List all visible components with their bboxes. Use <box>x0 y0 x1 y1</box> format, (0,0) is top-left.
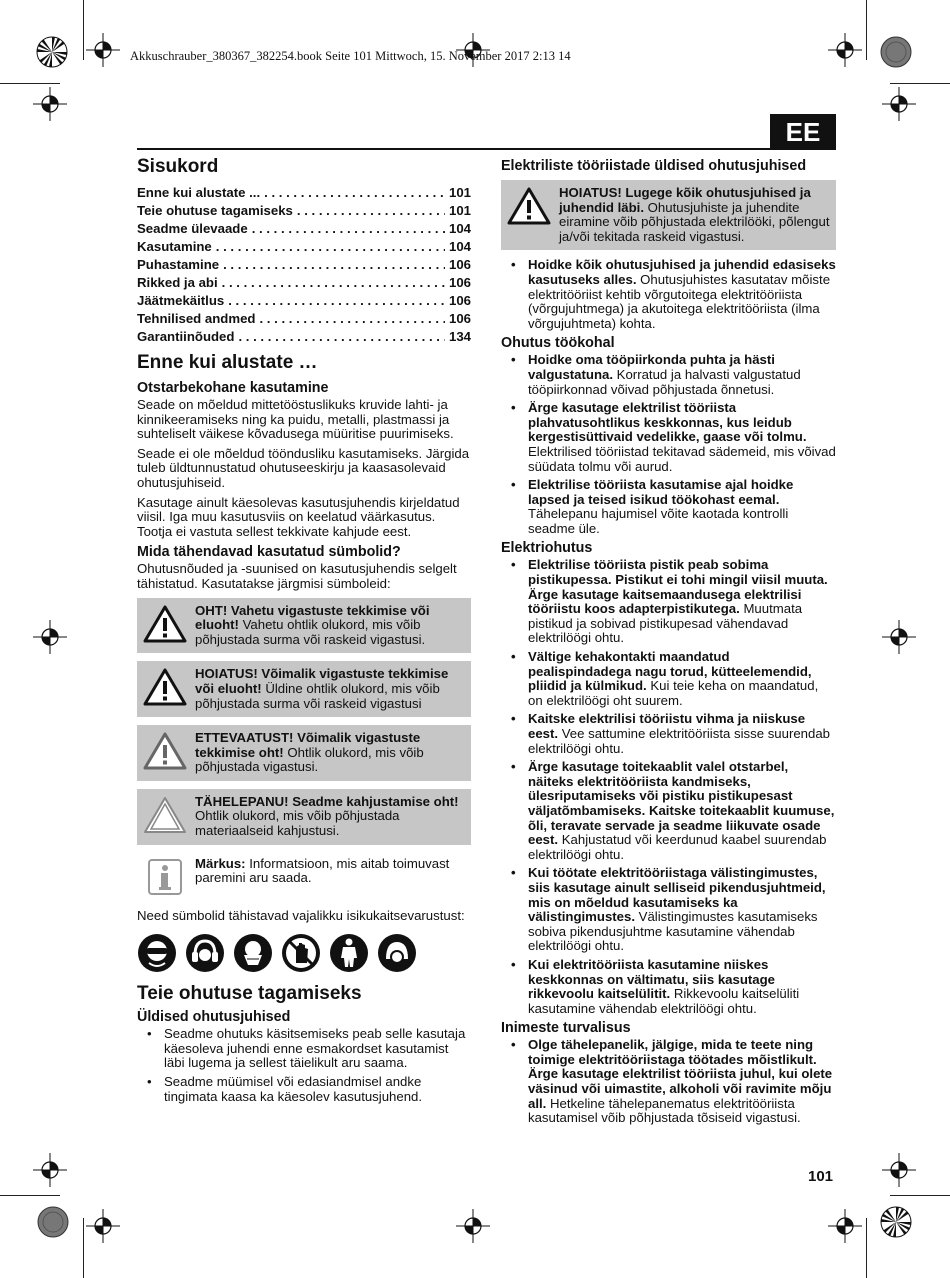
list-item <box>501 866 836 954</box>
registration-mark-icon <box>828 1209 862 1243</box>
list-item-bold: Kui elektritööriista kasutamine niiskes keskkonnas on vältimatu, siis kasutage rikkevoolu kaitselülitit. <box>528 956 776 1002</box>
list-item-bold: Elektrilise tööriista pistik peab sobima pistikupessa. Pistikut ei tohi mingil viisil muuta. Ärge kasutage kaitsemaandusega elektrilisi tööriistu koos adapterpistikutega. <box>528 557 828 617</box>
ppe-symbols <box>137 933 471 973</box>
caution-box <box>137 725 471 781</box>
list-item <box>501 353 836 397</box>
list-item-bold: Vältige kehakontakti maandatud pealispindadega nagu torud, kütteelemendid, pliidid ja külmikud. <box>528 649 812 694</box>
paragraph: Need sümbolid tähistavad vajalikku isikukaitsevarustust: <box>137 907 465 923</box>
gray-circle-icon <box>37 1206 69 1238</box>
subsection-title: Mida tähendavad kasutatud sümbolid? <box>137 544 401 561</box>
toc-entry-title: Seadme ülevaade <box>137 221 248 236</box>
no-gloves-icon <box>281 933 321 973</box>
subsection-title: Üldised ohutusjuhised <box>137 1009 291 1026</box>
warning-text <box>559 186 830 244</box>
note-label: Märkus: <box>195 855 246 871</box>
crop-mark <box>890 1195 950 1196</box>
registration-mark-icon <box>33 620 67 654</box>
warning-description: Vahetu ohtlik olukord, mis võib põhjustada surma või raskeid vigastusi. <box>195 617 426 647</box>
list-item-bold: Olge tähelepanelik, jälgige, mida te teete ning toimige elektritööriistaga töötades mõistlikult. Ärge kasutage elektrilist tööriista juhul, kui olete väsinud või uimastite, alkoholi või ravimite mõju all. <box>528 1037 833 1111</box>
list-item-text: Kahjustatud või keerdunud kaabel suurendab elektrilöögi ohtu. <box>528 832 827 862</box>
toc-entry-page: 104 <box>448 239 471 254</box>
warning-description: Ohtlik olukord, mis võib põhjustada materiaalseid kahjustusi. <box>195 808 400 839</box>
warning-triangle-icon <box>507 186 551 226</box>
toc-entry-page: 106 <box>448 257 471 272</box>
toc-entry[interactable] <box>137 310 471 328</box>
bullet-list <box>137 1027 471 1104</box>
warning-description: Üldine ohtlik olukord, mis võib põhjustada surma või raskeid vigastusi <box>195 680 440 711</box>
right-column <box>501 156 836 1130</box>
toc-entry-page: 106 <box>448 275 471 290</box>
paragraph: Ohutusnõuded ja -suunised on kasutusjuhendis selgelt tähistatud. Kasutatakse järgmisi sümboleid: <box>137 561 457 591</box>
bullet-list <box>501 353 836 536</box>
danger-box <box>137 598 471 654</box>
list-item-text: Hetkeline tähelepanematus elektritööriista kasutamisel võib põhjustada tõsiseid vigastusi. <box>528 1095 801 1126</box>
toc-entry[interactable] <box>137 274 471 292</box>
list-item-bold: Elektrilise tööriista kasutamise ajal hoidke lapsed ja teised isikud töökohast eemal. <box>528 477 794 507</box>
protective-clothing-icon <box>329 933 369 973</box>
crop-mark <box>0 83 60 84</box>
list-item-bold: Ärge kasutage toitekaablit valel otstarbel, näiteks elektritööriista kandmiseks, ülesriputamiseks või pistiku pistikupesast väljatõmbamiseks. Kaitske toitekaablit kuumuse, õli, teravate servade ja seadme liikuvate osade eest. <box>528 759 835 848</box>
crop-mark <box>866 0 867 60</box>
toc-leader <box>259 310 445 328</box>
list-item <box>501 558 836 646</box>
list-item-text: Tähelepanu hajumisel võite kaotada kontrolli seadme üle. <box>528 506 789 536</box>
toc-leader <box>297 202 445 220</box>
list-item <box>501 650 836 708</box>
list-item <box>501 258 836 331</box>
toc-entry-page: 106 <box>448 293 471 308</box>
registration-mark-icon <box>882 87 916 121</box>
crop-mark <box>866 1218 867 1278</box>
bullet-list <box>501 1038 836 1126</box>
list-item-text: Välistingimustes kasutamiseks sobiva pikendusjuhtme kasutamine vähendab elektrilöögi ohtu. <box>528 909 818 954</box>
list-item <box>501 401 836 474</box>
gray-circle-icon <box>880 36 912 68</box>
ear-protection-icon <box>185 933 225 973</box>
registration-mark-icon <box>86 1209 120 1243</box>
crop-mark <box>83 1218 84 1278</box>
note-text <box>195 857 465 886</box>
toc-entry-page: 104 <box>448 221 471 236</box>
warning-description: Ohutusjuhiste ja juhendite eiramine võib põhjustada elektrilööki, põlengut ja/või tekitada raskeid vigastusi. <box>559 199 830 244</box>
attention-box <box>137 789 471 845</box>
toc-entry-title: Garantiinõuded <box>137 329 235 344</box>
section-title: Teie ohutuse tagamiseks <box>137 983 362 1005</box>
table-of-contents <box>137 184 471 346</box>
list-item: • Seadme ohutuks käsitsemiseks peab selle kasutaja käesoleva juhendi enne esmakordset kasutamist läbi lugema ja sellest täielikult aru saama. <box>137 1027 471 1071</box>
toc-entry-title: Rikked ja abi <box>137 275 218 290</box>
warning-text <box>195 667 465 711</box>
toc-entry[interactable] <box>137 256 471 274</box>
page-number: 101 <box>808 1168 834 1185</box>
list-item-bold: Ärge kasutage elektrilist tööriista plahvatusohtlikus keskkonnas, kus leidub kergestisüttivaid vedelikke, gaase või tolmu. <box>528 400 807 445</box>
caution-triangle-icon <box>143 731 187 771</box>
toc-leader <box>252 220 445 238</box>
info-icon <box>143 857 187 897</box>
toc-entry[interactable] <box>137 202 471 220</box>
subsection-title: Ohutus töökohal <box>501 335 615 352</box>
toc-entry-title: Tehnilised andmed <box>137 311 256 326</box>
toc-entry[interactable] <box>137 220 471 238</box>
subsection-title: Otstarbekohane kasutamine <box>137 380 329 396</box>
toc-entry-page: 134 <box>448 329 471 344</box>
warning-box <box>501 180 836 250</box>
toc-leader <box>216 238 445 256</box>
note-box <box>137 853 471 901</box>
toc-leader <box>238 328 445 346</box>
toc-entry[interactable] <box>137 184 471 202</box>
toc-leader <box>228 292 445 310</box>
language-tab: EE <box>770 114 836 150</box>
toc-leader <box>264 184 445 202</box>
left-column <box>137 156 471 1108</box>
list-item <box>501 478 836 536</box>
list-item-text: Elektrilised tööriistad tekitavad sädemeid, mis võivad süüdata tolmu või aurud. <box>528 443 836 474</box>
attention-triangle-icon <box>143 795 187 835</box>
list-item-bold: Kaitske elektrilisi tööriistu vihma ja niiskuse eest. <box>528 711 806 741</box>
list-item-text: Kui teie keha on maandatud, on elektrilöögi oht suurem. <box>528 678 819 708</box>
registration-mark-icon <box>33 87 67 121</box>
toc-entry-title: Teie ohutuse tagamiseks <box>137 203 293 218</box>
list-item-bold: Hoidke kõik ohutusjuhised ja juhendid edasiseks kasutuseks alles. <box>528 257 836 287</box>
goggles-icon <box>137 933 177 973</box>
list-item: • Seadme müümisel või edasiandmisel andke tingimata kaasa ka käesolev kasutusjuhend. <box>137 1075 471 1104</box>
crop-mark <box>83 0 84 60</box>
header-rule <box>137 148 836 150</box>
list-item-bold: Hoidke oma tööpiirkonda puhta ja hästi valgustatuna. <box>528 352 775 382</box>
registration-mark-icon <box>882 620 916 654</box>
warning-label: HOIATUS! Lugege kõik ohutusjuhised ja juhendid läbi. <box>559 185 811 215</box>
registration-mark-icon <box>456 1209 490 1243</box>
list-item <box>501 958 836 1016</box>
star-target-icon <box>36 36 68 68</box>
warning-label: HOIATUS! Võimalik vigastuste tekkimise või eluoht! <box>195 666 449 696</box>
list-item-bold: Kui töötate elektritööriistaga välistingimustes, siis kasutage ainult selliseid pikendusjuhtmeid, mis on mõeldud kasutamiseks ka välistingimustes. <box>528 865 826 925</box>
registration-mark-icon <box>86 33 120 67</box>
warning-triangle-icon <box>143 667 187 707</box>
crop-mark <box>0 1195 60 1196</box>
warning-text <box>195 604 465 648</box>
paragraph: Seade on mõeldud mittetööstuslikuks kruvide lahti- ja kinnikeeramiseks ning ka puidu, metalli, plastmassi ja suhteliselt väikese kõvadusega müüritise puurimiseks. <box>137 397 454 442</box>
warning-text <box>195 731 465 775</box>
warning-description: Ohtlik olukord, mis võib põhjustada vigastusi. <box>195 744 424 775</box>
toc-entry-page: 101 <box>448 185 471 200</box>
toc-entry-title: Kasutamine <box>137 239 212 254</box>
list-item-text: Rikkevoolu kaitselüliti kasutamine vähendab elektrilöögi ohtu. <box>528 986 800 1016</box>
toc-entry[interactable] <box>137 238 471 256</box>
star-target-icon <box>880 1206 912 1238</box>
toc-title: Sisukord <box>137 156 219 177</box>
warning-label: OHT! Vahetu vigastuste tekkimise või eluoht! <box>195 602 430 633</box>
warning-label: TÄHELEPANU! Seadme kahjustamise oht! <box>195 793 459 809</box>
toc-entry-page: 106 <box>448 311 471 326</box>
note-description: Informatsioon, mis aitab toimuvast paremini aru saada. <box>195 855 450 886</box>
toc-entry-title: Jäätmekäitlus <box>137 293 225 308</box>
dust-mask-icon <box>233 933 273 973</box>
file-info-header: Akkuschrauber_380367_382254.book Seite 101 Mittwoch, 15. November 2017 2:13 14 <box>130 49 571 63</box>
hair-net-icon <box>377 933 417 973</box>
toc-entry-page: 101 <box>448 203 471 218</box>
subsection-title: Elektriohutus <box>501 540 593 557</box>
toc-entry[interactable] <box>137 328 471 346</box>
subsection-title: Inimeste turvalisus <box>501 1020 631 1037</box>
bullet-list <box>501 558 836 1016</box>
registration-mark-icon <box>828 33 862 67</box>
warning-text <box>195 795 465 839</box>
list-item-text: Muutmata pistikud ja sobivad pistikupesad vähendavad elektrilöögi ohtu. <box>528 601 803 646</box>
crop-mark <box>890 83 950 84</box>
section-title: Enne kui alustate … <box>137 352 318 373</box>
paragraph: Kasutage ainult käesolevas kasutusjuhendis kirjeldatud viisil. Iga muu kasutusviis on keelatud väärkasutus. Tootja ei vastuta sellest tekkivate kahjude eest. <box>137 494 460 539</box>
paragraph: Seade ei ole mõeldud tööndusliku kasutamiseks. Järgida tuleb üldtunnustatud ohutuseeskirju ja kaasasolevaid ohutusjuhiseid. <box>137 445 470 490</box>
warning-triangle-icon <box>143 604 187 644</box>
list-item-text: Korratud ja halvasti valgustatud tööpiirkonnad võivad põhjustada õnnetusi. <box>528 366 801 397</box>
list-item-text: Vee sattumine elektritööriista sisse suurendab elektrilöögi ohtu. <box>528 726 831 756</box>
toc-entry-title: Puhastamine <box>137 257 220 272</box>
warning-box <box>137 661 471 717</box>
toc-leader <box>222 274 445 292</box>
warning-label: ETTEVAATUST! Võimalik vigastuste tekkimise oht! <box>195 730 421 760</box>
toc-entry-title: Enne kui alustate ... <box>137 185 261 200</box>
toc-leader <box>223 256 445 274</box>
registration-mark-icon <box>882 1153 916 1187</box>
list-item <box>501 1038 836 1126</box>
registration-mark-icon <box>33 1153 67 1187</box>
list-item <box>501 712 836 756</box>
toc-entry[interactable] <box>137 292 471 310</box>
list-item <box>501 760 836 862</box>
section-title: Elektriliste tööriistade üldised ohutusjuhised <box>501 158 807 174</box>
list-item-text: Ohutusjuhistes kasutatav mõiste elektritööriist kehtib võrgutoitega elektritööriista (võrgujuhtmega) ja akutoitega elektritööriista (ilma võrgujuhtmeta) kohta. <box>528 271 831 331</box>
bullet-list <box>501 258 836 331</box>
